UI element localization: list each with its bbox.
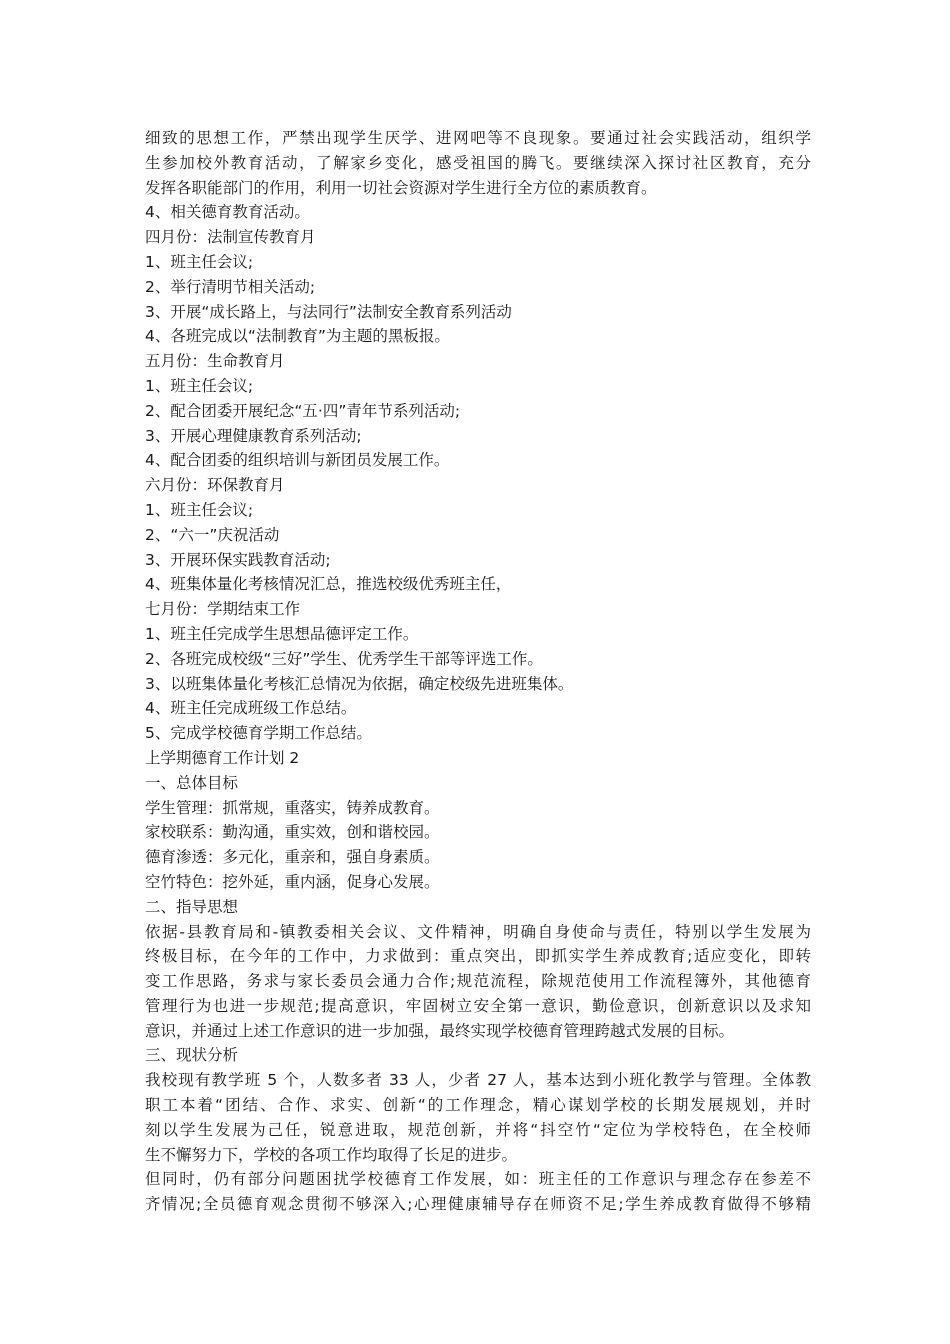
text-line: 四月份：法制宣传教育月 [145, 228, 316, 247]
text-line: 4、班主任完成班级工作总结。 [145, 699, 357, 718]
text-line: 依据-县教育局和-镇教委相关会议、文件精神，明确自身使命与责任，特别以学生发展为 [145, 922, 811, 941]
document-page [145, 126, 811, 1217]
text-line: 一、总体目标 [145, 773, 239, 792]
text-line: 但同时，仍有部分问题困扰学校德育工作发展，如：班主任的工作意识与理念存在参差不 [145, 1170, 811, 1189]
text-line: 1、班主任会议; [145, 376, 254, 395]
text-line: 1、班主任会议; [145, 500, 254, 519]
text-line: 2、“六一”庆祝活动 [145, 525, 280, 544]
text-line: 我校现有教学班 5 个，人数多者 33 人，少者 27 人，基本达到小班化教学与管理。全体教 [145, 1071, 811, 1090]
text-line: 4、配合团委的组织培训与新团员发展工作。 [145, 451, 450, 470]
text-line: 职工本着“团结、合作、求实、创新“的工作理念，精心谋划学校的长期发展规划，并时 [145, 1096, 811, 1115]
text-line: 4、相关德育教育活动。 [145, 203, 310, 222]
text-line: 1、班主任会议; [145, 252, 254, 271]
text-line: 齐情况;全员德育观念贯彻不够深入;心理健康辅导存在师资不足;学生养成教育做得不够精 [145, 1195, 811, 1214]
text-line: 生不懈努力下，学校的各项工作均取得了长足的进步。 [145, 1145, 518, 1164]
text-line: 3、开展“成长路上，与法同行”法制安全教育系列活动 [145, 302, 512, 321]
text-line: 空竹特色：挖外延，重内涵，促身心发展。 [145, 872, 440, 891]
text-line: 1、班主任完成学生思想品德评定工作。 [145, 624, 419, 643]
text-line: 五月份：生命教育月 [145, 352, 285, 371]
text-line: 管理行为也进一步规范;提高意识，牢固树立安全第一意识，勤俭意识，创新意识以及求知 [145, 996, 811, 1015]
text-line: 生参加校外教育活动，了解家乡变化，感受祖国的腾飞。要继续深入探讨社区教育，充分 [145, 153, 811, 172]
text-line: 发挥各职能部门的作用，利用一切社会资源对学生进行全方位的素质教育。 [145, 178, 657, 197]
text-line: 家校联系：勤沟通，重实效，创和谐校园。 [145, 823, 440, 842]
text-line: 2、各班完成校级“三好”学生、优秀学生干部等评选工作。 [145, 649, 543, 668]
text-line: 3、以班集体量化考核汇总情况为依据，确定校级先进班集体。 [145, 674, 574, 693]
text-line: 变工作思路，务求与家长委员会通力合作;规范流程，除规范使用工作流程簿外，其他德育 [145, 972, 811, 991]
text-line: 德育渗透：多元化，重亲和，强自身素质。 [145, 848, 440, 867]
text-line: 4、各班完成以“法制教育”为主题的黑板报。 [145, 327, 450, 346]
text-line: 上学期德育工作计划 2 [145, 748, 300, 767]
text-line: 学生管理：抓常规，重落实，铸养成教育。 [145, 798, 440, 817]
text-line: 七月份：学期结束工作 [145, 600, 301, 619]
text-line: 4、班集体量化考核情况汇总，推选校级优秀班主任， [145, 575, 512, 594]
text-line: 细致的思想工作，严禁出现学生厌学、进网吧等不良现象。要通过社会实践活动，组织学 [145, 129, 811, 147]
text-line: 终极目标，在今年的工作中，力求做到：重点突出，即抓实学生养成教育;适应变化，即转 [145, 947, 811, 966]
text-line: 三、现状分析 [145, 1046, 239, 1065]
text-line: 2、举行清明节相关活动; [145, 277, 316, 296]
text-line: 六月份：环保教育月 [145, 476, 285, 495]
text-line: 3、开展心理健康教育系列活动; [145, 426, 362, 445]
text-line: 5、完成学校德育学期工作总结。 [145, 724, 372, 743]
text-line: 二、指导思想 [145, 897, 239, 916]
text-line: 意识，并通过上述工作意识的进一步加强，最终实现学校德育管理跨越式发展的目标。 [145, 1021, 735, 1040]
text-line: 2、配合团委开展纪念“五·四”青年节系列活动; [145, 401, 461, 420]
text-line: 3、开展环保实践教育活动; [145, 550, 331, 569]
text-line: 刻以学生发展为己任，锐意进取，规范创新，并将“抖空竹“定位为学校特色，在全校师 [145, 1120, 811, 1139]
